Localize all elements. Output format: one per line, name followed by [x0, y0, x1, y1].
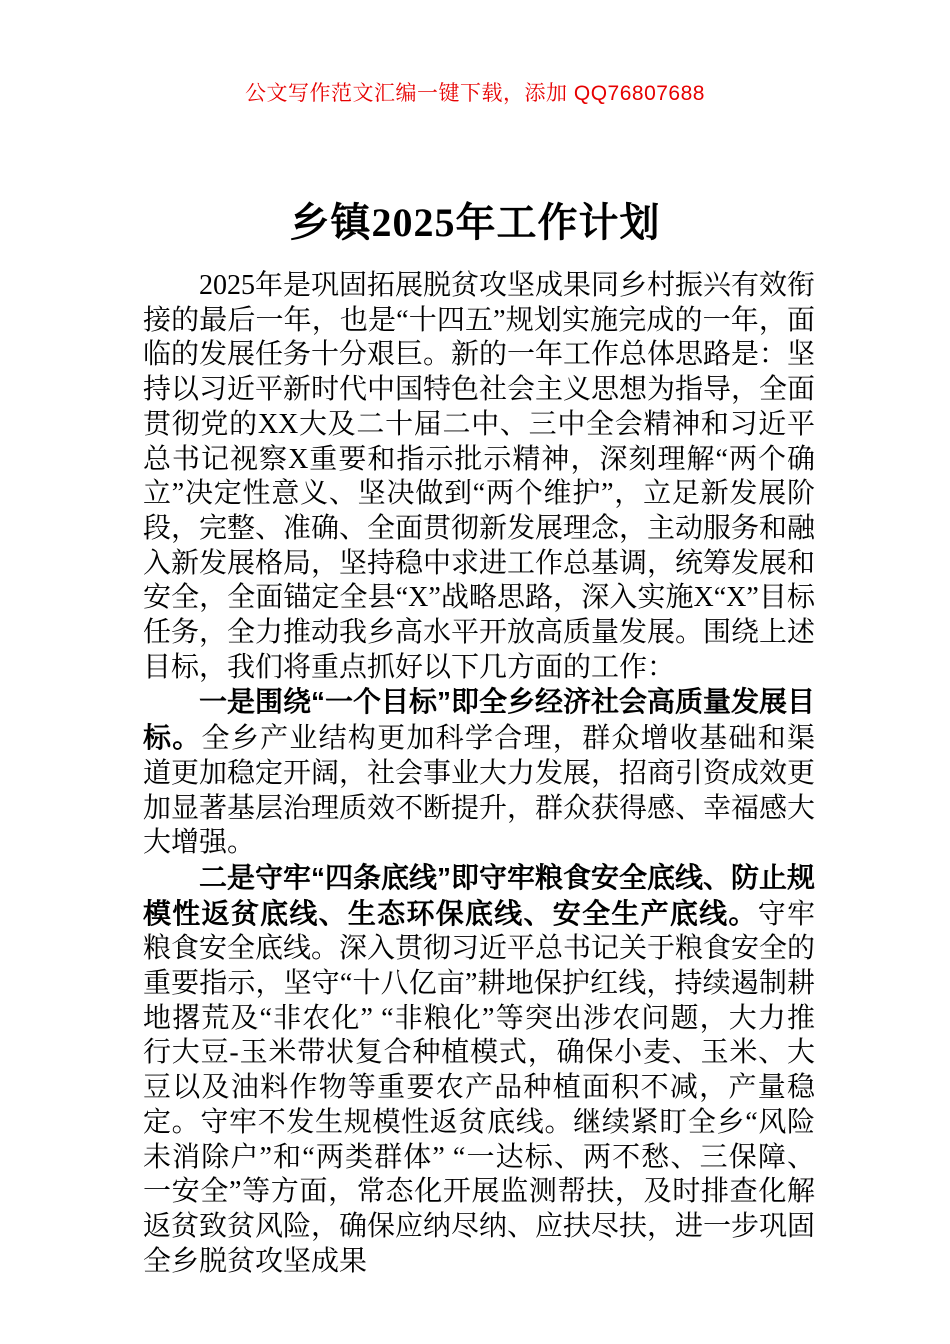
paragraph-emphasis: 一是围绕“一个目标”即全乡经济社会高质量发展目标。: [143, 686, 816, 754]
paragraph-text: 守牢粮食安全底线。深入贯彻习近平总书记关于粮食安全的重要指示，坚守“十八亿亩”耕地保护红线，持续遏制耕地撂荒及“非农化” “非粮化”等突出涉农问题，大力推行大豆-玉米带状复合种植模式，确保小麦、玉米、大豆以及油料作物等重要农产品种植面积不减，产量稳定。守牢不发生规模性返贫底线。继续紧盯全乡“风险未消除户”和“两类群体” “一达标、两不愁、三保障、一安全”等方面，常态化开展监测帮扶，及时排查化解返贫致贫风险，确保应纳尽纳、应扶尽扶，进一步巩固全乡脱贫攻坚成果: [143, 898, 816, 1277]
paragraph-emphasis: 二是守牢“四条底线”即守牢粮食安全底线、防止规模性返贫底线、生态环保底线、安全生产底线。: [143, 861, 816, 929]
document-title: 乡镇2025年工作计划: [289, 199, 661, 245]
paragraph-text: 2025年是巩固拓展脱贫攻坚成果同乡村振兴有效衔接的最后一年，也是“十四五”规划实施完成的一年，面临的发展任务十分艰巨。新的一年工作总体思路是：坚持以习近平新时代中国特色社会主义思想为指导，全面贯彻党的XX大及二十届二中、三中全会精神和习近平总书记视察X重要和指示批示精神，深刻理解“两个确立”决定性意义、坚决做到“两个维护”，立足新发展阶段，完整、准确、全面贯彻新发展理念，主动服务和融入新发展格局，坚持稳中求进工作总基调，统筹发展和安全，全面锚定全县“X”战略思路，深入实施X“X”目标任务，全力推动我乡高水平开放高质量发展。围绕上述目标，我们将重点抓好以下几方面的工作：: [143, 270, 816, 683]
paragraph-text: 全乡产业结构更加科学合理，群众增收基础和渠道更加稳定开阔，社会事业大力发展，招商引资成效更加显著基层治理质效不断提升，群众获得感、幸福感大大增强。: [143, 723, 816, 859]
paragraph: [143, 861, 815, 1279]
paragraph: [143, 685, 815, 861]
promo-notice: 公文写作范文汇编一键下载，添加 QQ76807688: [245, 82, 705, 105]
paragraph: [143, 269, 815, 685]
document-body: [143, 269, 815, 1279]
